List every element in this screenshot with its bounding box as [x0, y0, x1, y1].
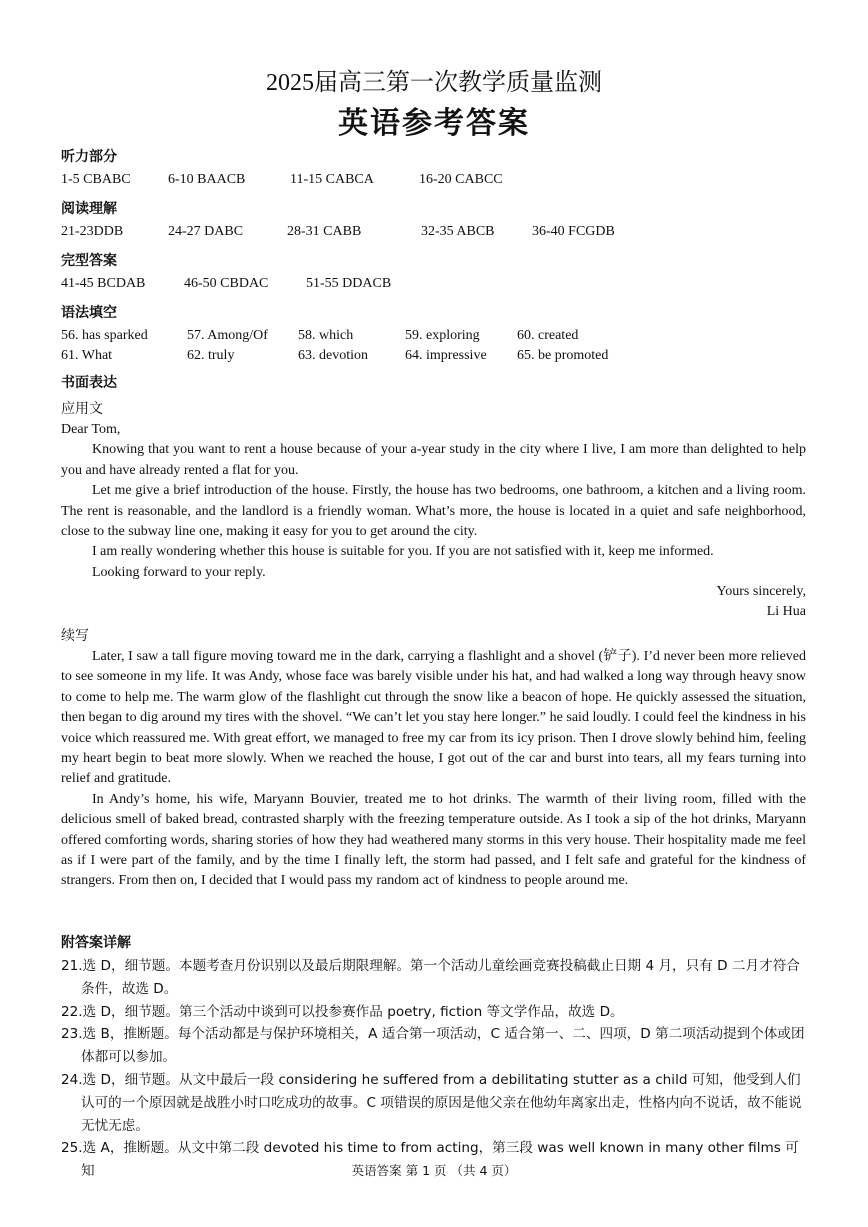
answer-item: 64. impressive — [405, 348, 487, 363]
explanation-item: 21.选 D，细节题。本题考查月份识别以及最后期限理解。第一个活动儿童绘画竞赛投稿截止日期 4 月，只有 D 二月才符合条件，故选 D。 — [61, 958, 800, 997]
continuation-writing-text — [61, 647, 806, 892]
section-heading-grammar: 语法填空 — [61, 305, 117, 321]
answer-item: 63. devotion — [298, 348, 368, 363]
section-heading-reading: 阅读理解 — [61, 201, 117, 217]
answer-group: 6-10 BAACB — [168, 172, 246, 187]
letter-paragraph: Knowing that you want to rent a house because of your a-year study in the city where I live, I am more than delighted to help you and have already rented a flat for you. — [61, 442, 806, 478]
document-title: 英语参考答案 — [338, 106, 530, 141]
answer-item: 62. truly — [187, 348, 235, 363]
section-heading-details: 附答案详解 — [61, 935, 131, 951]
answer-group: 36-40 FCGDB — [532, 224, 615, 239]
page-footer: 英语答案 第 1 页 （共 4 页） — [351, 1163, 517, 1178]
exam-title: 2025届高三第一次教学质量监测 — [266, 70, 602, 96]
section-heading-listening: 听力部分 — [61, 149, 117, 165]
practical-writing-label: 应用文 — [61, 401, 103, 417]
answer-group: 21-23DDB — [61, 224, 124, 239]
answer-group: 16-20 CABCC — [419, 172, 503, 187]
explanation-item: 22.选 D，细节题。第三个活动中谈到可以投参赛作品 poetry, fiction 等文学作品，故选 D。 — [61, 1003, 624, 1020]
practical-writing-letter — [61, 420, 806, 583]
continuation-writing-label: 续写 — [61, 628, 89, 644]
answer-explanations — [61, 955, 806, 1183]
answer-group: 41-45 BCDAB — [61, 276, 146, 291]
signature: Li Hua — [766, 604, 806, 620]
section-heading-cloze: 完型答案 — [61, 253, 117, 269]
letter-paragraph: Let me give a brief introduction of the house. Firstly, the house has two bedrooms, one bathroom, a kitchen and a living room. The rent is reasonable, and the landlord is a friendly woman. What’s more, the house is located in a quiet and safe neighborhood, close to the subway line one, making it easy for you to get around the city. — [61, 483, 806, 540]
explanation-item: 24.选 D，细节题。从文中最后一段 considering he suffered from a debilitating stutter as a child 可知，他受到人们认可的一个原因就是战胜小时口吃成功的故事。C 项错误的原因是他父亲在他幼年离家出走，性格内向不说话，故不能说无忧无虑。 — [61, 1071, 802, 1134]
letter-greeting: Dear Tom, — [61, 422, 121, 437]
answer-item: 56. has sparked — [61, 328, 148, 343]
answer-item: 61. What — [61, 348, 113, 363]
answer-group: 11-15 CABCA — [290, 172, 374, 187]
closing-phrase: Yours sincerely, — [716, 584, 806, 599]
answer-item: 58. which — [298, 328, 354, 343]
answer-group: 28-31 CABB — [287, 224, 362, 239]
letter-closing — [717, 582, 806, 623]
letter-paragraph: I am really wondering whether this house is suitable for you. If you are not satisfied with it, keep me informed. — [92, 544, 714, 560]
answer-item: 65. be promoted — [517, 348, 609, 363]
section-heading-writing: 书面表达 — [61, 375, 117, 391]
answer-group: 24-27 DABC — [168, 224, 244, 239]
answer-item: 59. exploring — [405, 328, 480, 343]
answer-item: 60. created — [517, 328, 579, 343]
story-paragraph: Later, I saw a tall figure moving toward me in the dark, carrying a flashlight and a shovel (铲子). I’d never been more relieved to see someone in my life. It was Andy, whose face was barely visible under his hat, and had walked a long way through heavy snow to come to help me. The warm glow of the flashlight cut through the snow like a beacon of hope. He quickly assessed the situation, then began to dig around my tires with the shovel. “We can’t let you stay here longer.” he said loudly. I could feel the kindness in his voice which reassured me. With great effort, we managed to free my car from its icy prison. Then I drove slowly behind him, feeling my heart begin to beat more slowly. When we reached the house, I got out of the car and burst into tears, all my fears turning into relief and gratitude. — [61, 649, 806, 787]
answer-group: 32-35 ABCB — [421, 224, 495, 239]
explanation-item: 23.选 B，推断题。每个活动都是与保护环境相关，A 适合第一项活动，C 适合第一、二、四项，D 第二项活动提到个体或团体都可以参加。 — [61, 1026, 805, 1066]
story-paragraph: In Andy’s home, his wife, Maryann Bouvier, treated me to hot drinks. The warmth of their living room, filled with the delicious smell of baked bread, contrasted sharply with the freezing temperature outside. As I took a sip of the hot drinks, Maryann offered comforting words, sharing stories of how they had weathered many storms in this very house. Their hospitality made me feel as if I were part of the family, and by the time I finally left, the storm had passed, and I felt safe and grateful for the kindness of strangers. From then on, I decided that I would pass my random act of kindness to people around me. — [61, 791, 806, 889]
letter-paragraph: Looking forward to your reply. — [92, 564, 266, 580]
answer-group: 1-5 CBABC — [61, 172, 131, 187]
explanation-item: 25.选 A，推断题。从文中第二段 devoted his time to from acting，第三段 was well known in many other films 可知 — [61, 1140, 799, 1180]
answer-item: 57. Among/Of — [187, 328, 268, 343]
answer-group: 51-55 DDACB — [306, 276, 392, 291]
answer-group: 46-50 CBDAC — [184, 276, 269, 291]
